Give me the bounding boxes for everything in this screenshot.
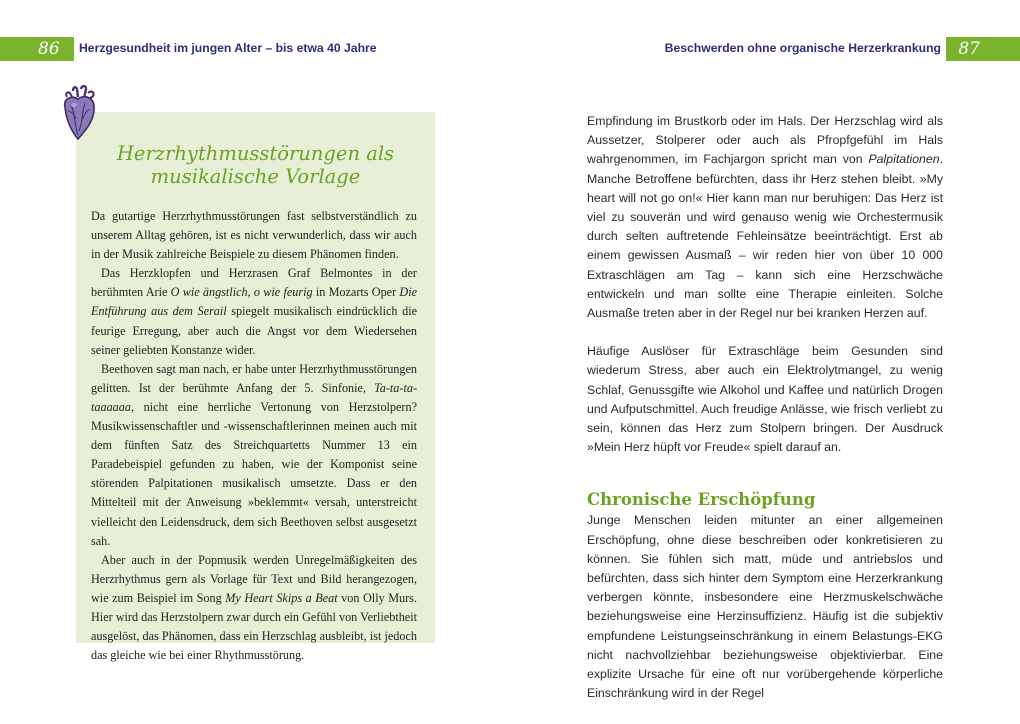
text-span: . Manche Betroffene befürchten, dass ihr Herz stehen bleibt. »My heart will not go on!« Hier kann man nur beruhigen: Das Herz ist viel zu souverän und wird genauso wenig wie Orchestermusik durch selten auftretende Fehleinsätze beeinträchtigt. Erst ab einem gewissen Ausmaß – wir reden hier von über 10 000 Extraschlägen am Tag – kann sich eine Herzschwäche entwickeln und man sollte eine Therapie einleiten. Solche Ausmaße treten aber in der Regel nur bei kranken Herzen auf.: [587, 152, 943, 321]
right-running-title: Beschwerden ohne organische Herzerkrankung: [664, 41, 941, 55]
italic-text: Ta-ta-ta-taaaaaa,: [91, 380, 417, 414]
italic-text: My Heart Skips a Beat: [225, 590, 338, 605]
right-paragraph-1: [587, 112, 943, 323]
text-span: Empfindung im Brustkorb oder im Hals. Der Herzschlag wird als Aussetzer, Stolperer oder auch als Pfropfgefühl im Hals wahrgenommen, im Fachjargon spricht man von: [587, 114, 943, 167]
left-running-title: Herzgesundheit im jungen Alter – bis etwa 40 Jahre: [79, 41, 377, 55]
text-span: nicht eine herrliche Vertonung von Herzstolpern? Musikwissenschaftler und -wissenschaftlerinnen meinen auch mit dem fünften Satz des Streichquartetts Nummer 13 ein Paradebeispiel gefunden zu haben, wie der Komponist seine störenden Palpitationen musikalisch umsetzte. Dass er den Mittelteil mit der Anweisung »beklemmt« versah, unterstreicht vielleicht den Leidensdruck, dem sich Beethoven selbst ausgesetzt sah.: [91, 399, 417, 548]
right-column: [587, 112, 943, 703]
right-paragraph-2: Häufige Auslöser für Extraschläge beim Gesunden sind wiederum Stress, aber auch ein Elektrolytmangel, zu wenig Schlaf, Genussgifte wie Alkohol und Kaffee und natürlich Drogen und Aufputschmittel. Auch freudige Anlässe, wie frisch verliebt zu sein, können das Herz zum Stolpern bringen. Der Ausdruck »Mein Herz hüpft vor Freude« spielt darauf an.: [587, 344, 943, 455]
text-span: Aber auch in der Popmusik werden Unregelmäßigkeiten des Herzrhythmus gern als Vorlage für Text und Bild herangezogen, wie zum Beispiel im Song: [91, 552, 417, 605]
box-paragraph-3: [91, 360, 417, 551]
box-body: [91, 207, 417, 665]
text-span: von Olly Murs. Hier wird das Herzstolpern zwar durch ein Gefühl von Verliebtheit ausgelöst, das Phänomen, dass ein Herzschlag ausbleibt, ist jedoch das gleiche wie bei einer Rhythmusstörung.: [91, 590, 418, 663]
text-span: Beethoven sagt man nach, er habe unter Herzrhythmusstörungen gelitten. Ist der berühmte Anfang der 5. Sinfonie,: [91, 361, 417, 395]
anatomical-heart-icon: [57, 85, 101, 141]
box-title-line-2: musikalische Vorlage: [150, 165, 361, 188]
section-heading: Chronische Erschöpfung: [587, 490, 816, 510]
box-title: [76, 142, 435, 188]
text-span: in Mozarts Oper: [312, 285, 400, 300]
italic-text: Palpitationen: [868, 152, 940, 167]
box-paragraph-1: Da gutartige Herzrhythmusstörungen fast selbstverständlich zu unserem Alltag gehören, ist es nicht verwunderlich, dass wir auch in der Musik zahlreiche Beispiele zu diesem Phänomen finden.: [91, 209, 417, 262]
paragraph-gap: [587, 323, 943, 342]
box-title-line-1: Herzrhythmusstörungen als: [116, 142, 395, 165]
italic-text: O wie ängstlich, o wie feurig: [170, 285, 313, 300]
left-page-number: 86: [38, 39, 60, 59]
left-header-bar: [0, 37, 74, 61]
right-page-number: 87: [958, 39, 980, 59]
text-span: Das Herzklopfen und Herzrasen Graf Belmontes in der berühmten Arie: [91, 266, 417, 300]
text-span: spiegelt musikalisch eindrücklich die feurige Erregung, aber auch die Angst vor dem Wiedersehen seiner geliebten Konstanze wider.: [91, 304, 417, 357]
box-paragraph-2: [91, 264, 417, 359]
right-header-bar: [946, 37, 1020, 61]
italic-text: Die Entführung aus dem Serail: [91, 285, 418, 319]
paragraph-gap: [587, 457, 943, 476]
box-paragraph-4: [91, 551, 417, 666]
right-paragraph-3: Junge Menschen leiden mitunter an einer allgemeinen Erschöpfung, ohne diese beschreiben oder konkretisieren zu können. Sie fühlen sich matt, müde und antriebslos und befürchten, dass sich hinter dem Symptom eine Herzerkrankung verbergen könnte, insbesondere eine Herzmuskelschwäche beziehungsweise eine Herzinsuffizienz. Häufig ist die subjektiv empfundene Leistungseinschränkung in einem Belastungs-EKG nicht nachvollziehbar beziehungsweise objektivierbar. Eine explizite Ursache für eine oft nur vorübergehende körperliche Einschränkung wird in der Regel: [587, 513, 943, 701]
